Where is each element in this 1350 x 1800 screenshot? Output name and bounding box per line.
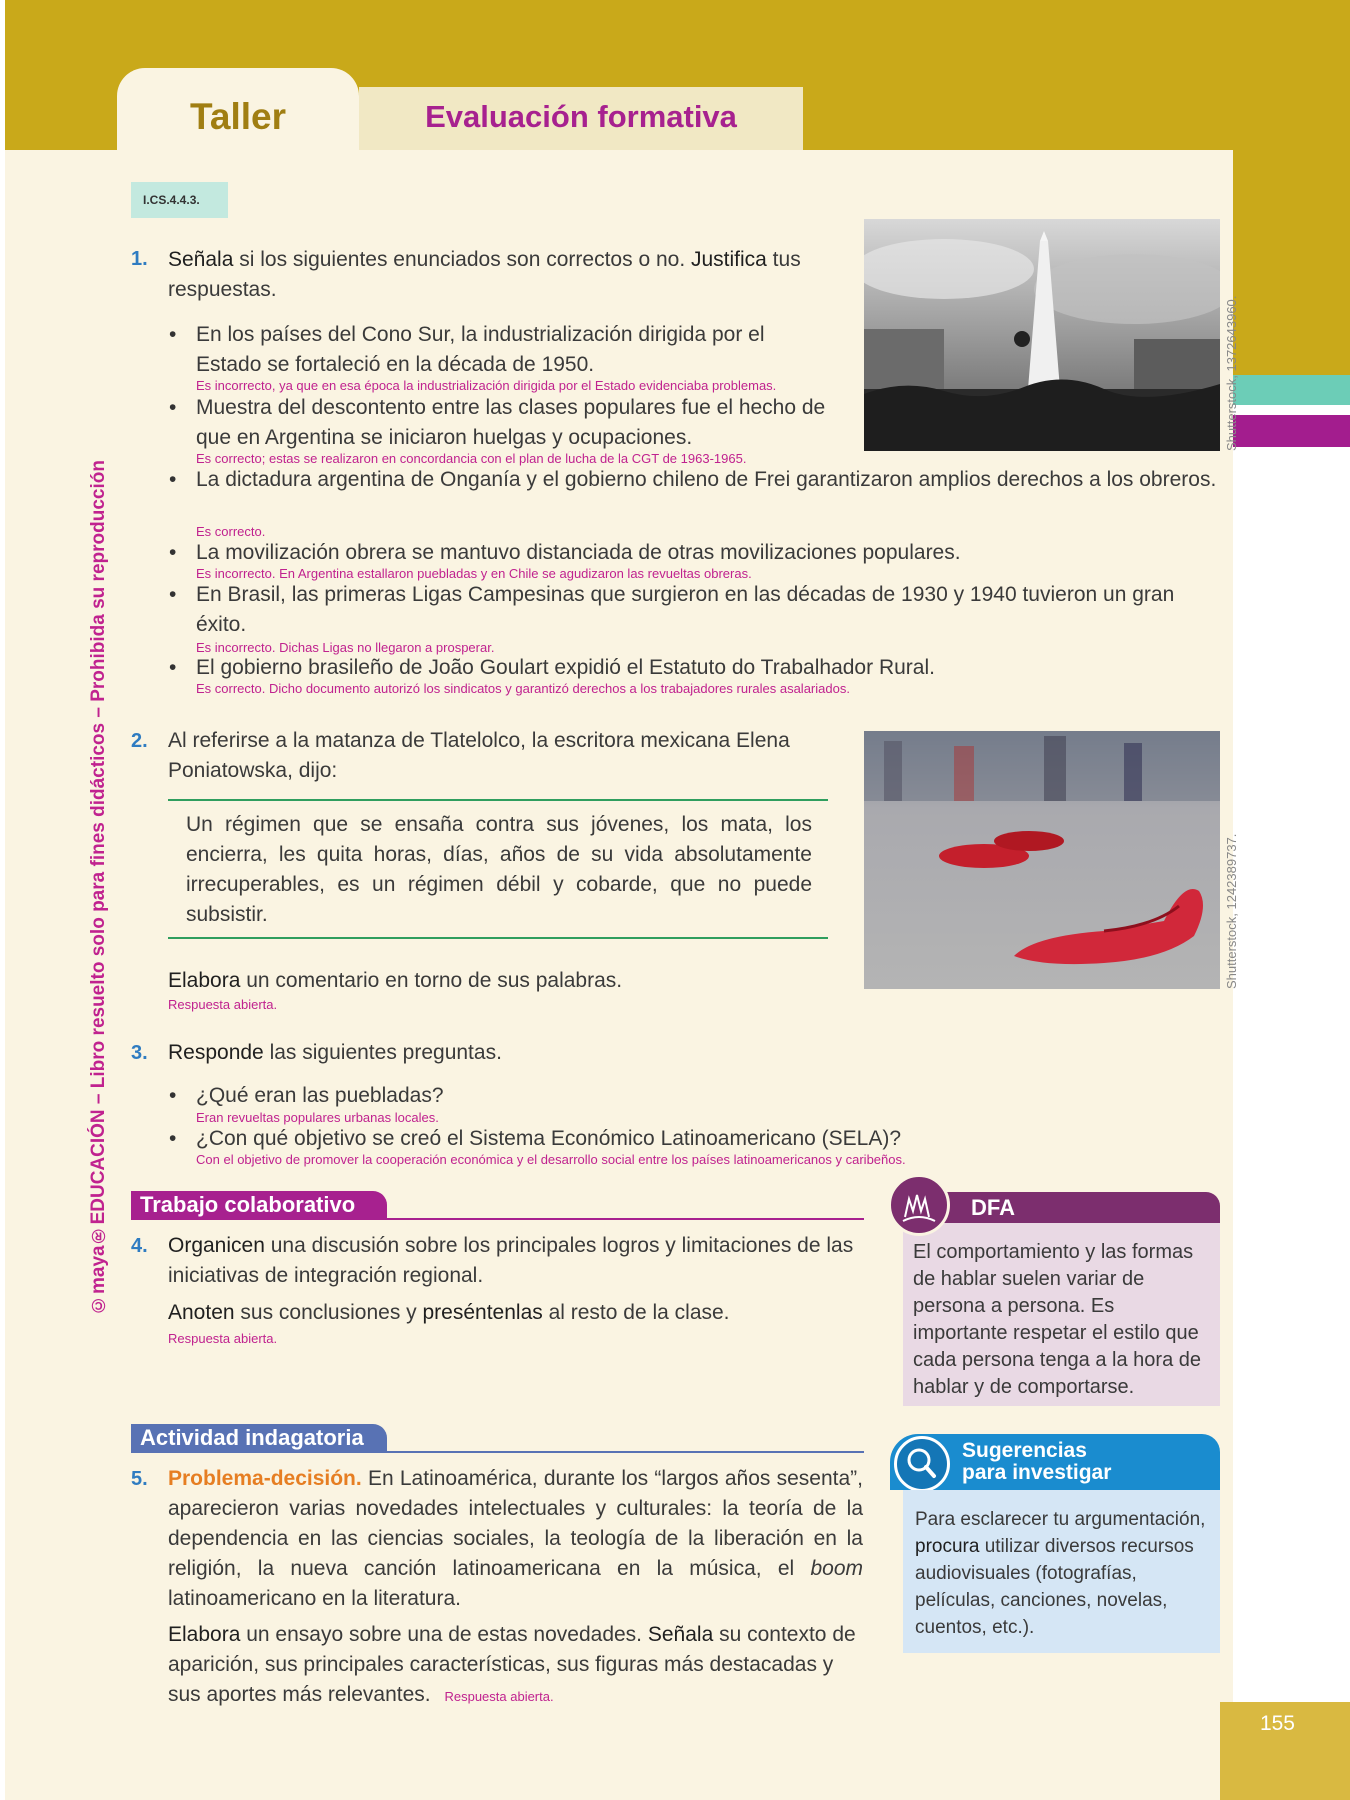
q2-answer: Respuesta abierta. (168, 997, 278, 1012)
trabajo-colaborativo-heading: Trabajo colaborativo (131, 1191, 387, 1219)
q1-item-2: • Muestra del descontento entre las clases populares fue el hecho de que en Argentina se iniciaron huelgas y ocupaciones. (196, 393, 826, 453)
hands-icon (888, 1174, 950, 1236)
q1-item-5: • En Brasil, las primeras Ligas Campesinas que surgieron en las décadas de 1930 y 1940 tuvieron un gran éxito. (196, 580, 1226, 640)
q1-answer-1: Es incorrecto, ya que en esa época la industrialización dirigida por el Estado evidenciaba problemas. (196, 378, 777, 393)
quote-bottom-rule (168, 937, 828, 939)
magnifier-icon (894, 1436, 950, 1492)
right-margin-band (1233, 150, 1350, 375)
indag-rule (131, 1451, 864, 1453)
dfa-box: El comportamiento y las formas de hablar suelen variar de persona a persona. Es importante respetar el estilo que cada persona tenga a la hora de hablar y de comportarse. (903, 1223, 1220, 1406)
q1-item-4: • La movilización obrera se mantuvo distanciada de otras movilizaciones populares. (196, 538, 1226, 568)
q1-prompt: Señala si los siguientes enunciados son correctos o no. Justifica tus respuestas. (168, 248, 801, 301)
q1-item-6: • El gobierno brasileño de João Goulart expidió el Estatuto do Trabalhador Rural. (196, 653, 1226, 683)
q3-prompt: Responde las siguientes preguntas. (168, 1041, 502, 1064)
red-shoes-photo (864, 731, 1220, 989)
q1-item-3: • La dictadura argentina de Onganía y el gobierno chileno de Frei garantizaron amplios derechos a los obreros. (196, 465, 1226, 495)
q2-instruction: Elabora un comentario en torno de sus palabras. (168, 969, 623, 992)
q1-item-1: • En los países del Cono Sur, la industrialización dirigida por el Estado se fortaleció en la década de 1950. (196, 320, 826, 380)
page-number: 155 (1259, 1712, 1295, 1735)
copyright-side-text: ©maya®EDUCACIÓN – Libro resuelto solo para fines didácticos – Prohibida su reproducción (88, 460, 109, 1315)
evaluacion-title: Evaluación formativa (425, 99, 737, 134)
collab-rule (131, 1218, 864, 1220)
q5-text: Problema-decisión. En Latinoamérica, durante los “largos años sesenta”, aparecieron varias novedades intelectuales y culturales: la teoría de la dependencia en las ciencias sociales, la teología de la liberación en la religión, la nueva canción latinoamericana en la música, el boom latinoamericano en la literatura. (168, 1467, 863, 1610)
q3-answer-1: Eran revueltas populares urbanas locales. (196, 1110, 439, 1125)
q4-number: 4. (131, 1235, 148, 1257)
q2-number: 2. (131, 730, 148, 752)
q4-text: Organicen una discusión sobre los principales logros y limitaciones de las iniciativas de integración regional. (168, 1234, 854, 1287)
actividad-indagatoria-heading: Actividad indagatoria (131, 1424, 387, 1452)
q1-number: 1. (131, 248, 148, 270)
q3-item-2: • ¿Con qué objetivo se creó el Sistema Económico Latinoamericano (SELA)? (196, 1124, 1196, 1154)
q1-answer-5: Es incorrecto. Dichas Ligas no llegaron a prosperar. (196, 640, 495, 655)
dfa-heading: DFA (920, 1192, 1220, 1223)
magenta-strip (1233, 415, 1350, 447)
red-shoes-illustration (864, 731, 1220, 989)
q4-instruction: Anoten sus conclusiones y preséntenlas al resto de la clase. (168, 1301, 730, 1324)
sugerencias-heading: Sugerencias para investigar (890, 1434, 1220, 1490)
q1-answer-6: Es correcto. Dicho documento autorizó los sindicatos y garantizó derechos a los trabajadores rurales asalariados. (196, 681, 850, 696)
photo1-credit: Shutterstock, 1372643960. (1224, 295, 1239, 451)
q3-item-1: • ¿Qué eran las puebladas? (196, 1081, 1096, 1111)
quote-top-rule (168, 799, 828, 801)
q1-answer-2: Es correcto; estas se realizaron en concordancia con el plan de lucha de la CGT de 1963-1965. (196, 451, 747, 466)
poniatowska-quote: Un régimen que se ensaña contra sus jóvenes, los mata, los encierra, les quita horas, días, años de su vida absolutamente irrecuperables, es un régimen débil y cobarde, que no puede subsistir. (186, 813, 812, 926)
taller-title: Taller (190, 96, 286, 137)
obelisk-protest-photo (864, 219, 1220, 451)
q5-number: 5. (131, 1468, 148, 1490)
q5-instruction: Elabora un ensayo sobre una de estas novedades. Señala su contexto de aparición, sus principales características, sus figuras más destacadas y sus aportes más relevantes. Respuesta abierta. (168, 1623, 856, 1706)
q3-answer-2: Con el objetivo de promover la cooperación económica y el desarrollo social entre los países latinoamericanos y caribeños. (196, 1152, 906, 1167)
q5-answer: Respuesta abierta. (444, 1689, 554, 1704)
q3-number: 3. (131, 1042, 148, 1064)
q1-answer-4: Es incorrecto. En Argentina estallaron puebladas y en Chile se agudizaron las revueltas obreras. (196, 566, 752, 581)
q1-answer-3: Es correcto. (196, 524, 266, 539)
indicator-code-badge: I.CS.4.4.3. (131, 182, 228, 218)
q2-prompt: Al referirse a la matanza de Tlatelolco, la escritora mexicana Elena Poniatowska, dijo: (168, 729, 790, 782)
obelisk-illustration (864, 219, 1220, 451)
q4-answer: Respuesta abierta. (168, 1331, 278, 1346)
sugerencias-box: Para esclarecer tu argumentación, procura utilizar diversos recursos audiovisuales (fotografías, películas, canciones, novelas, cuentos, etc.). (903, 1490, 1220, 1653)
teal-strip (1233, 375, 1350, 405)
photo2-credit: Shutterstock, 1242389737. (1224, 833, 1239, 989)
